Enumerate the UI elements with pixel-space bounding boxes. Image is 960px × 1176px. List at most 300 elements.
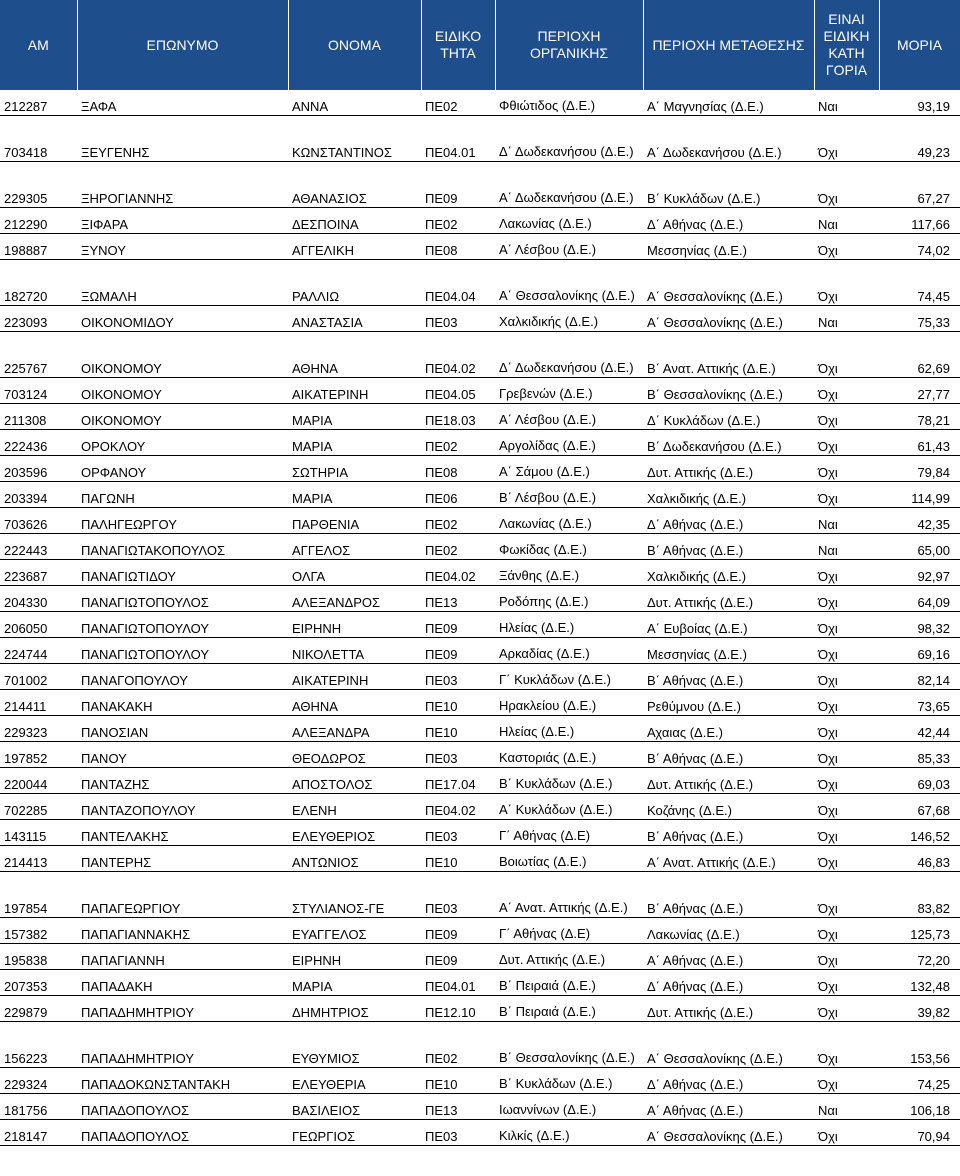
cell-surname: ΠΑΠΑΔΗΜΗΤΡΙΟΥ	[77, 1022, 288, 1068]
cell-origin-area: Α΄ Λέσβου (Δ.Ε.)	[495, 234, 643, 260]
cell-surname: ΟΙΚΟΝΟΜΟΥ	[77, 404, 288, 430]
cell-specialty: ΠΕ18.03	[421, 404, 495, 430]
cell-points: 49,23	[879, 116, 960, 162]
cell-special-category: Ναι	[814, 508, 879, 534]
cell-specialty: ΠΕ02	[421, 430, 495, 456]
cell-origin-area: Γρεβενών (Δ.Ε.)	[495, 378, 643, 404]
cell-transfer-area: Α΄ Ευβοίας (Δ.Ε.)	[643, 612, 814, 638]
cell-special-category: Όχι	[814, 116, 879, 162]
table-row	[0, 742, 960, 768]
cell-transfer-area: Δυτ. Αττικής (Δ.Ε.)	[643, 996, 814, 1022]
header-origin-area: ΠΕΡΙΟΧΗ ΟΡΓΑΝΙΚΗΣ	[495, 0, 643, 90]
cell-origin-area: Γ΄ Κυκλάδων (Δ.Ε.)	[495, 664, 643, 690]
cell-special-category: Όχι	[814, 716, 879, 742]
cell-points: 69,03	[879, 768, 960, 794]
header-surname: ΕΠΩΝΥΜΟ	[77, 0, 288, 90]
cell-points: 67,68	[879, 794, 960, 820]
cell-points: 85,33	[879, 742, 960, 768]
cell-transfer-area: Β΄ Κυκλάδων (Δ.Ε.)	[643, 162, 814, 208]
cell-am: 225767	[0, 332, 77, 378]
cell-origin-area: Ηρακλείου (Δ.Ε.)	[495, 690, 643, 716]
cell-surname: ΞΑΦΑ	[77, 90, 288, 116]
table-row	[0, 690, 960, 716]
cell-special-category: Όχι	[814, 560, 879, 586]
header-special-category: ΕΙΝΑΙ ΕΙΔΙΚΗ ΚΑΤΗ ΓΟΡΙΑ	[814, 0, 879, 90]
cell-name: ΑΝΑΣΤΑΣΙΑ	[288, 306, 421, 332]
cell-surname: ΠΑΠΑΓΕΩΡΓΙΟΥ	[77, 872, 288, 918]
table-row	[0, 430, 960, 456]
cell-origin-area: Λακωνίας (Δ.Ε.)	[495, 508, 643, 534]
cell-name: ΕΙΡΗΝΗ	[288, 612, 421, 638]
cell-special-category: Όχι	[814, 944, 879, 970]
cell-specialty: ΠΕ03	[421, 1120, 495, 1146]
cell-transfer-area: Β΄ Δωδεκανήσου (Δ.Ε.)	[643, 430, 814, 456]
cell-specialty: ΠΕ02	[421, 90, 495, 116]
cell-am: 214413	[0, 846, 77, 872]
cell-special-category: Όχι	[814, 918, 879, 944]
cell-transfer-area: Β΄ Αθήνας (Δ.Ε.)	[643, 872, 814, 918]
cell-origin-area: Γ΄ Αθήνας (Δ.Ε)	[495, 820, 643, 846]
cell-points: 114,99	[879, 482, 960, 508]
cell-transfer-area: Α΄ Ανατ. Αττικής (Δ.Ε.)	[643, 846, 814, 872]
cell-points: 75,33	[879, 306, 960, 332]
table-row	[0, 970, 960, 996]
cell-points: 153,56	[879, 1022, 960, 1068]
cell-name: ΑΙΚΑΤΕΡΙΝΗ	[288, 378, 421, 404]
table-row	[0, 918, 960, 944]
table-row	[0, 208, 960, 234]
cell-points: 74,25	[879, 1068, 960, 1094]
cell-am: 212290	[0, 208, 77, 234]
cell-name: ΒΑΣΙΛΕΙΟΣ	[288, 1094, 421, 1120]
cell-am: 203596	[0, 456, 77, 482]
table-row	[0, 90, 960, 116]
cell-special-category: Όχι	[814, 1068, 879, 1094]
cell-origin-area: Δ΄ Δωδεκανήσου (Δ.Ε.)	[495, 332, 643, 378]
cell-origin-area: Β΄ Κυκλάδων (Δ.Ε.)	[495, 768, 643, 794]
cell-special-category: Όχι	[814, 872, 879, 918]
cell-transfer-area: Β΄ Αθήνας (Δ.Ε.)	[643, 534, 814, 560]
cell-special-category: Όχι	[814, 846, 879, 872]
cell-origin-area: Δ΄ Δωδεκανήσου (Δ.Ε.)	[495, 116, 643, 162]
cell-origin-area: Α΄ Θεσσαλονίκης (Δ.Ε.)	[495, 260, 643, 306]
cell-surname: ΠΑΝΤΑΖΟΠΟΥΛΟΥ	[77, 794, 288, 820]
cell-transfer-area: Β΄ Αθήνας (Δ.Ε.)	[643, 820, 814, 846]
cell-surname: ΠΑΝΑΓΙΩΤΑΚΟΠΟΥΛΟΣ	[77, 534, 288, 560]
cell-specialty: ΠΕ09	[421, 944, 495, 970]
table-row	[0, 1022, 960, 1068]
cell-points: 93,19	[879, 90, 960, 116]
table-row	[0, 872, 960, 918]
cell-transfer-area: Β΄ Ανατ. Αττικής (Δ.Ε.)	[643, 332, 814, 378]
cell-transfer-area: Δ΄ Αθήνας (Δ.Ε.)	[643, 508, 814, 534]
cell-name: ΑΠΟΣΤΟΛΟΣ	[288, 768, 421, 794]
cell-specialty: ΠΕ04.04	[421, 260, 495, 306]
cell-points: 70,94	[879, 1120, 960, 1146]
cell-transfer-area: Β΄ Αθήνας (Δ.Ε.)	[643, 664, 814, 690]
cell-transfer-area: Χαλκιδικής (Δ.Ε.)	[643, 482, 814, 508]
cell-points: 74,45	[879, 260, 960, 306]
cell-name: ΕΛΕΥΘΕΡΙΟΣ	[288, 820, 421, 846]
cell-specialty: ΠΕ10	[421, 690, 495, 716]
cell-origin-area: Ξάνθης (Δ.Ε.)	[495, 560, 643, 586]
cell-surname: ΠΑΝΟΥ	[77, 742, 288, 768]
cell-special-category: Όχι	[814, 638, 879, 664]
cell-surname: ΠΑΝΑΓΙΩΤΟΠΟΥΛΟΣ	[77, 586, 288, 612]
cell-name: ΜΑΡΙΑ	[288, 482, 421, 508]
table-row	[0, 1120, 960, 1146]
cell-origin-area: Αρκαδίας (Δ.Ε.)	[495, 638, 643, 664]
table-row	[0, 586, 960, 612]
cell-special-category: Όχι	[814, 430, 879, 456]
cell-points: 64,09	[879, 586, 960, 612]
cell-specialty: ΠΕ02	[421, 1022, 495, 1068]
cell-points: 62,69	[879, 332, 960, 378]
cell-transfer-area: Α΄ Θεσσαλονίκης (Δ.Ε.)	[643, 260, 814, 306]
cell-am: 197852	[0, 742, 77, 768]
cell-origin-area: Ηλείας (Δ.Ε.)	[495, 716, 643, 742]
cell-specialty: ΠΕ12.10	[421, 996, 495, 1022]
table-row	[0, 332, 960, 378]
header-name: ΟΝΟΜΑ	[288, 0, 421, 90]
cell-points: 46,83	[879, 846, 960, 872]
cell-surname: ΠΑΠΑΔΟΠΟΥΛΟΣ	[77, 1094, 288, 1120]
cell-am: 207353	[0, 970, 77, 996]
cell-points: 73,65	[879, 690, 960, 716]
cell-transfer-area: Λακωνίας (Δ.Ε.)	[643, 918, 814, 944]
cell-transfer-area: Αχαιας (Δ.Ε.)	[643, 716, 814, 742]
cell-special-category: Όχι	[814, 1120, 879, 1146]
cell-surname: ΠΑΝΑΓΟΠΟΥΛΟΥ	[77, 664, 288, 690]
cell-name: ΝΙΚΟΛΕΤΤΑ	[288, 638, 421, 664]
table-row	[0, 1094, 960, 1120]
cell-transfer-area: Α΄ Θεσσαλονίκης (Δ.Ε.)	[643, 1120, 814, 1146]
cell-special-category: Όχι	[814, 234, 879, 260]
cell-surname: ΠΑΝΤΑΖΗΣ	[77, 768, 288, 794]
cell-am: 157382	[0, 918, 77, 944]
cell-am: 195838	[0, 944, 77, 970]
cell-name: ΕΛΕΥΘΕΡΙΑ	[288, 1068, 421, 1094]
cell-transfer-area: Δ΄ Αθήνας (Δ.Ε.)	[643, 1068, 814, 1094]
cell-surname: ΠΑΠΑΓΙΑΝΝΑΚΗΣ	[77, 918, 288, 944]
cell-specialty: ΠΕ10	[421, 846, 495, 872]
cell-am: 703626	[0, 508, 77, 534]
cell-surname: ΟΡΦΑΝΟΥ	[77, 456, 288, 482]
cell-specialty: ΠΕ03	[421, 306, 495, 332]
cell-am: 224744	[0, 638, 77, 664]
cell-specialty: ΠΕ09	[421, 918, 495, 944]
cell-specialty: ΠΕ09	[421, 638, 495, 664]
cell-specialty: ΠΕ02	[421, 208, 495, 234]
cell-am: 203394	[0, 482, 77, 508]
header-specialty: ΕΙΔΙΚΟ ΤΗΤΑ	[421, 0, 495, 90]
cell-special-category: Όχι	[814, 768, 879, 794]
cell-origin-area: Φωκίδας (Δ.Ε.)	[495, 534, 643, 560]
cell-name: ΑΓΓΕΛΟΣ	[288, 534, 421, 560]
cell-special-category: Όχι	[814, 820, 879, 846]
table-row	[0, 944, 960, 970]
cell-special-category: Ναι	[814, 208, 879, 234]
cell-points: 74,02	[879, 234, 960, 260]
cell-am: 218147	[0, 1120, 77, 1146]
cell-specialty: ΠΕ17.04	[421, 768, 495, 794]
cell-origin-area: Α΄ Ανατ. Αττικής (Δ.Ε.)	[495, 872, 643, 918]
cell-name: ΕΥΘΥΜΙΟΣ	[288, 1022, 421, 1068]
cell-transfer-area: Δυτ. Αττικής (Δ.Ε.)	[643, 586, 814, 612]
cell-points: 72,20	[879, 944, 960, 970]
cell-points: 79,84	[879, 456, 960, 482]
cell-special-category: Όχι	[814, 260, 879, 306]
cell-am: 223093	[0, 306, 77, 332]
cell-surname: ΠΑΝΤΕΡΗΣ	[77, 846, 288, 872]
cell-origin-area: Α΄ Λέσβου (Δ.Ε.)	[495, 404, 643, 430]
cell-points: 27,77	[879, 378, 960, 404]
cell-surname: ΠΑΝΑΚΑΚΗ	[77, 690, 288, 716]
cell-name: ΚΩΝΣΤΑΝΤΙΝΟΣ	[288, 116, 421, 162]
cell-points: 69,16	[879, 638, 960, 664]
cell-specialty: ΠΕ04.01	[421, 970, 495, 996]
cell-surname: ΠΑΠΑΓΙΑΝΝΗ	[77, 944, 288, 970]
cell-name: ΕΥΑΓΓΕΛΟΣ	[288, 918, 421, 944]
cell-transfer-area: Κοζάνης (Δ.Ε.)	[643, 794, 814, 820]
cell-name: ΜΑΡΙΑ	[288, 970, 421, 996]
cell-points: 83,82	[879, 872, 960, 918]
table-body	[0, 90, 960, 1146]
cell-name: ΘΕΟΔΩΡΟΣ	[288, 742, 421, 768]
table-row	[0, 560, 960, 586]
cell-points: 92,97	[879, 560, 960, 586]
cell-specialty: ΠΕ08	[421, 456, 495, 482]
cell-am: 229323	[0, 716, 77, 742]
cell-origin-area: Β΄ Πειραιά (Δ.Ε.)	[495, 996, 643, 1022]
cell-transfer-area: Μεσσηνίας (Δ.Ε.)	[643, 234, 814, 260]
table-row	[0, 612, 960, 638]
cell-am: 197854	[0, 872, 77, 918]
cell-name: ΔΗΜΗΤΡΙΟΣ	[288, 996, 421, 1022]
cell-special-category: Όχι	[814, 456, 879, 482]
cell-special-category: Όχι	[814, 162, 879, 208]
cell-am: 222436	[0, 430, 77, 456]
cell-am: 143115	[0, 820, 77, 846]
cell-origin-area: Ιωαννίνων (Δ.Ε.)	[495, 1094, 643, 1120]
cell-origin-area: Α΄ Δωδεκανήσου (Δ.Ε.)	[495, 162, 643, 208]
cell-surname: ΠΑΓΩΝΗ	[77, 482, 288, 508]
cell-surname: ΠΑΠΑΔΑΚΗ	[77, 970, 288, 996]
cell-am: 206050	[0, 612, 77, 638]
header-transfer-area: ΠΕΡΙΟΧΗ ΜΕΤΑΘΕΣΗΣ	[643, 0, 814, 90]
cell-special-category: Όχι	[814, 482, 879, 508]
cell-specialty: ΠΕ13	[421, 1094, 495, 1120]
table-row	[0, 768, 960, 794]
cell-name: ΣΤΥΛΙΑΝΟΣ-ΓΕ	[288, 872, 421, 918]
cell-specialty: ΠΕ04.02	[421, 332, 495, 378]
cell-am: 156223	[0, 1022, 77, 1068]
cell-points: 106,18	[879, 1094, 960, 1120]
cell-special-category: Ναι	[814, 534, 879, 560]
cell-transfer-area: Α΄ Μαγνησίας (Δ.Ε.)	[643, 90, 814, 116]
cell-surname: ΟΙΚΟΝΟΜΟΥ	[77, 378, 288, 404]
cell-special-category: Όχι	[814, 404, 879, 430]
cell-surname: ΠΑΝΑΓΙΩΤΟΠΟΥΛΟΥ	[77, 638, 288, 664]
cell-surname: ΞΩΜΑΛΗ	[77, 260, 288, 306]
cell-special-category: Ναι	[814, 1094, 879, 1120]
cell-transfer-area: Α΄ Θεσσαλονίκης (Δ.Ε.)	[643, 1022, 814, 1068]
cell-origin-area: Β΄ Θεσσαλονίκης (Δ.Ε.)	[495, 1022, 643, 1068]
cell-name: ΜΑΡΙΑ	[288, 430, 421, 456]
cell-origin-area: Βοιωτίας (Δ.Ε.)	[495, 846, 643, 872]
cell-transfer-area: Μεσσηνίας (Δ.Ε.)	[643, 638, 814, 664]
table-row	[0, 404, 960, 430]
cell-am: 703124	[0, 378, 77, 404]
cell-transfer-area: Δ΄ Αθήνας (Δ.Ε.)	[643, 208, 814, 234]
cell-points: 61,43	[879, 430, 960, 456]
cell-am: 229324	[0, 1068, 77, 1094]
cell-special-category: Όχι	[814, 378, 879, 404]
cell-points: 125,73	[879, 918, 960, 944]
cell-special-category: Όχι	[814, 794, 879, 820]
cell-am: 204330	[0, 586, 77, 612]
cell-am: 220044	[0, 768, 77, 794]
cell-surname: ΠΑΠΑΔΟΚΩΝΣΤΑΝΤΑΚΗ	[77, 1068, 288, 1094]
table-row	[0, 116, 960, 162]
cell-am: 198887	[0, 234, 77, 260]
cell-name: ΔΕΣΠΟΙΝΑ	[288, 208, 421, 234]
cell-surname: ΠΑΠΑΔΗΜΗΤΡΙΟΥ	[77, 996, 288, 1022]
table-row	[0, 482, 960, 508]
cell-surname: ΞΙΦΑΡΑ	[77, 208, 288, 234]
cell-am: 229879	[0, 996, 77, 1022]
cell-name: ΑΙΚΑΤΕΡΙΝΗ	[288, 664, 421, 690]
cell-origin-area: Φθιώτιδος (Δ.Ε.)	[495, 90, 643, 116]
table-row	[0, 260, 960, 306]
cell-specialty: ΠΕ04.05	[421, 378, 495, 404]
cell-origin-area: Ηλείας (Δ.Ε.)	[495, 612, 643, 638]
cell-special-category: Όχι	[814, 612, 879, 638]
cell-name: ΑΘΗΝΑ	[288, 690, 421, 716]
cell-origin-area: Β΄ Πειραιά (Δ.Ε.)	[495, 970, 643, 996]
cell-transfer-area: Δυτ. Αττικής (Δ.Ε.)	[643, 768, 814, 794]
cell-am: 702285	[0, 794, 77, 820]
cell-name: ΑΛΕΞΑΝΔΡΑ	[288, 716, 421, 742]
cell-special-category: Όχι	[814, 742, 879, 768]
cell-transfer-area: Χαλκιδικής (Δ.Ε.)	[643, 560, 814, 586]
cell-points: 65,00	[879, 534, 960, 560]
cell-surname: ΞΗΡΟΓΙΑΝΝΗΣ	[77, 162, 288, 208]
cell-name: ΟΛΓΑ	[288, 560, 421, 586]
cell-am: 214411	[0, 690, 77, 716]
table-row	[0, 846, 960, 872]
cell-special-category: Ναι	[814, 90, 879, 116]
cell-specialty: ΠΕ04.02	[421, 794, 495, 820]
cell-specialty: ΠΕ10	[421, 716, 495, 742]
cell-specialty: ΠΕ03	[421, 872, 495, 918]
table-row	[0, 162, 960, 208]
cell-transfer-area: Α΄ Αθήνας (Δ.Ε.)	[643, 944, 814, 970]
table-header-row	[0, 0, 960, 90]
cell-transfer-area: Α΄ Αθήνας (Δ.Ε.)	[643, 1094, 814, 1120]
cell-points: 39,82	[879, 996, 960, 1022]
cell-points: 67,27	[879, 162, 960, 208]
cell-surname: ΠΑΝΤΕΛΑΚΗΣ	[77, 820, 288, 846]
table-row	[0, 1068, 960, 1094]
cell-special-category: Όχι	[814, 970, 879, 996]
cell-specialty: ΠΕ04.01	[421, 116, 495, 162]
table-row	[0, 456, 960, 482]
cell-transfer-area: Α΄ Δωδεκανήσου (Δ.Ε.)	[643, 116, 814, 162]
cell-special-category: Όχι	[814, 586, 879, 612]
cell-specialty: ΠΕ03	[421, 742, 495, 768]
cell-transfer-area: Ρεθύμνου (Δ.Ε.)	[643, 690, 814, 716]
table-row	[0, 820, 960, 846]
cell-name: ΓΕΩΡΓΙΟΣ	[288, 1120, 421, 1146]
table-row	[0, 508, 960, 534]
cell-transfer-area: Δυτ. Αττικής (Δ.Ε.)	[643, 456, 814, 482]
cell-transfer-area: Β΄ Θεσσαλονίκης (Δ.Ε.)	[643, 378, 814, 404]
cell-surname: ΠΑΛΗΓΕΩΡΓΟΥ	[77, 508, 288, 534]
cell-specialty: ΠΕ09	[421, 612, 495, 638]
table-row	[0, 638, 960, 664]
table-row	[0, 664, 960, 690]
cell-special-category: Όχι	[814, 1022, 879, 1068]
cell-surname: ΞΥΝΟΥ	[77, 234, 288, 260]
cell-specialty: ΠΕ04.02	[421, 560, 495, 586]
cell-specialty: ΠΕ06	[421, 482, 495, 508]
cell-origin-area: Καστοριάς (Δ.Ε.)	[495, 742, 643, 768]
cell-name: ΠΑΡΘΕΝΙΑ	[288, 508, 421, 534]
table-row	[0, 234, 960, 260]
cell-specialty: ΠΕ09	[421, 162, 495, 208]
cell-name: ΣΩΤΗΡΙΑ	[288, 456, 421, 482]
cell-origin-area: Α΄ Σάμου (Δ.Ε.)	[495, 456, 643, 482]
cell-origin-area: Λακωνίας (Δ.Ε.)	[495, 208, 643, 234]
cell-surname: ΠΑΠΑΔΟΠΟΥΛΟΣ	[77, 1120, 288, 1146]
cell-surname: ΟΡΟΚΛΟΥ	[77, 430, 288, 456]
cell-special-category: Ναι	[814, 306, 879, 332]
table-row	[0, 716, 960, 742]
cell-origin-area: Β΄ Κυκλάδων (Δ.Ε.)	[495, 1068, 643, 1094]
cell-points: 42,35	[879, 508, 960, 534]
cell-origin-area: Γ΄ Αθήνας (Δ.Ε)	[495, 918, 643, 944]
cell-surname: ΠΑΝΟΣΙΑΝ	[77, 716, 288, 742]
table-row	[0, 794, 960, 820]
cell-am: 182720	[0, 260, 77, 306]
cell-points: 82,14	[879, 664, 960, 690]
cell-name: ΑΝΤΩΝΙΟΣ	[288, 846, 421, 872]
cell-am: 212287	[0, 90, 77, 116]
cell-name: ΑΘΗΝΑ	[288, 332, 421, 378]
cell-specialty: ΠΕ10	[421, 1068, 495, 1094]
cell-name: ΑΝΝΑ	[288, 90, 421, 116]
cell-special-category: Όχι	[814, 690, 879, 716]
cell-am: 701002	[0, 664, 77, 690]
cell-origin-area: Β΄ Λέσβου (Δ.Ε.)	[495, 482, 643, 508]
cell-name: ΜΑΡΙΑ	[288, 404, 421, 430]
cell-surname: ΟΙΚΟΝΟΜΟΥ	[77, 332, 288, 378]
cell-surname: ΠΑΝΑΓΙΩΤΙΔΟΥ	[77, 560, 288, 586]
cell-points: 146,52	[879, 820, 960, 846]
cell-points: 42,44	[879, 716, 960, 742]
cell-name: ΕΛΕΝΗ	[288, 794, 421, 820]
cell-am: 223687	[0, 560, 77, 586]
cell-transfer-area: Δ΄ Αθήνας (Δ.Ε.)	[643, 970, 814, 996]
cell-specialty: ΠΕ02	[421, 534, 495, 560]
cell-specialty: ΠΕ03	[421, 664, 495, 690]
cell-specialty: ΠΕ13	[421, 586, 495, 612]
cell-am: 222443	[0, 534, 77, 560]
cell-transfer-area: Δ΄ Κυκλάδων (Δ.Ε.)	[643, 404, 814, 430]
cell-special-category: Όχι	[814, 664, 879, 690]
table-row	[0, 378, 960, 404]
